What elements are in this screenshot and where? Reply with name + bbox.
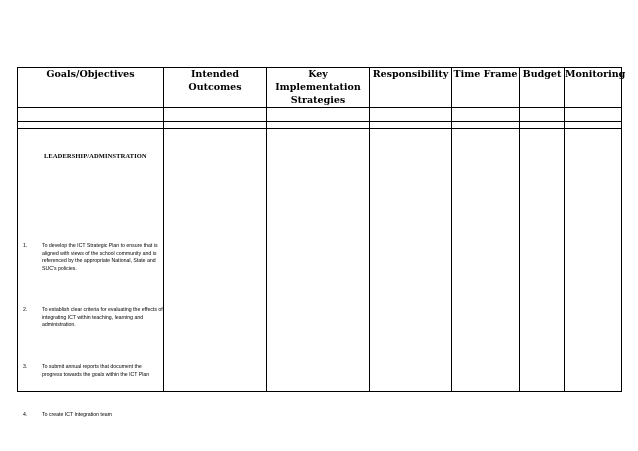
goals-cell <box>18 129 164 418</box>
monitoring-cell <box>565 129 622 392</box>
header-monitoring: Monitoring <box>565 68 622 108</box>
empty-cell <box>267 122 370 129</box>
ict-plan-table <box>17 67 626 418</box>
goal-text: To create ICT Integration team <box>42 412 112 418</box>
header-row <box>18 68 622 108</box>
empty-cell <box>452 108 520 122</box>
empty-cell <box>370 108 452 122</box>
header-budget: Budget <box>520 68 565 108</box>
section-title: LEADERSHIP/ADMINSTRATION <box>44 153 147 160</box>
goal-text: To submit annual reports that document the progress towards the goals within the ICT Plan <box>42 364 150 378</box>
empty-cell <box>164 122 267 129</box>
empty-cell <box>370 122 452 129</box>
header-responsibility: Responsibility <box>370 68 452 108</box>
empty-cell <box>520 108 565 122</box>
empty-cell <box>18 122 164 129</box>
header-intended-outcomes: Intended Outcomes <box>164 68 267 108</box>
responsibility-cell <box>370 129 452 392</box>
goal-number: 4. <box>23 412 28 418</box>
empty-cell <box>520 122 565 129</box>
empty-cell <box>565 108 622 122</box>
time-frame-cell <box>452 129 520 392</box>
key-strategies-cell <box>267 129 370 392</box>
goal-text: To establish clear criteria for evaluating the effects of integrating ICT within teaching, learning and administration. <box>42 307 163 329</box>
empty-row <box>18 122 622 129</box>
budget-cell <box>520 129 565 392</box>
header-key-implementation-strategies: Key Implementation Strategies <box>267 68 370 108</box>
goals-row <box>18 129 622 392</box>
empty-row <box>18 108 622 122</box>
empty-cell <box>164 108 267 122</box>
goal-number: 2. <box>23 307 28 313</box>
intended-outcomes-cell <box>164 129 267 392</box>
goal-number: 1. <box>23 243 28 249</box>
goal-number: 3. <box>23 364 28 370</box>
empty-cell <box>565 122 622 129</box>
empty-cell <box>267 108 370 122</box>
empty-cell <box>452 122 520 129</box>
header-time-frame: Time Frame <box>452 68 520 108</box>
header-goals-objectives: Goals/Objectives <box>18 68 164 108</box>
goal-text: To develop the ICT Strategic Plan to ensure that is aligned with views of the school community and is referenced by the appropriate National, State and SUC’s policies. <box>42 243 158 272</box>
empty-cell <box>18 108 164 122</box>
